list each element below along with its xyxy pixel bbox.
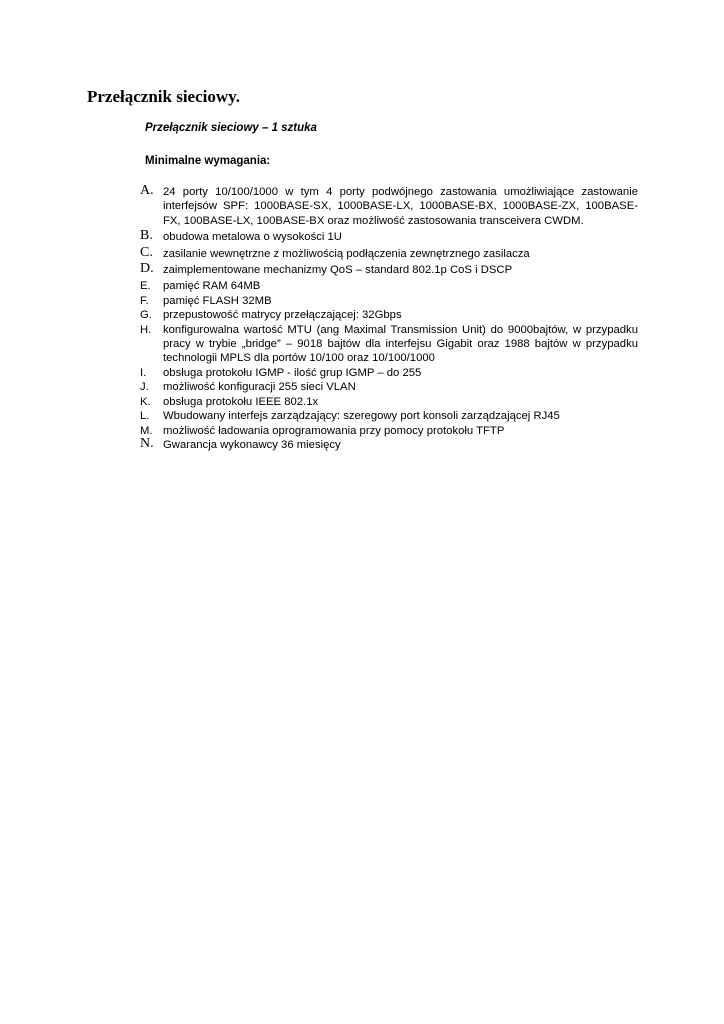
requirement-text: możliwość ładowania oprogramowania przy pomocy protokołu TFTP [163,424,505,437]
requirement-item [140,409,638,423]
requirement-marker: D. [140,261,154,277]
requirement-item [140,230,638,244]
requirement-item [140,279,638,293]
requirement-item [140,308,638,322]
requirement-marker: H. [140,323,152,336]
requirement-marker: L. [140,410,150,423]
requirement-text: obudowa metalowa o wysokości 1U [163,231,342,244]
requirement-text: obsługa protokołu IGMP - ilość grup IGMP – do 255 [163,366,422,379]
requirement-item [140,263,638,277]
requirement-marker: K. [140,395,151,408]
requirement-marker: G. [140,309,152,322]
requirement-marker: N. [140,435,154,451]
requirement-text: pamięć RAM 64MB [163,280,261,293]
requirement-marker: F. [140,294,149,307]
document-subtitle: Przełącznik sieciowy – 1 sztuka [145,122,317,134]
requirement-item [140,185,638,228]
requirements-list [140,185,638,452]
requirement-item [140,435,638,452]
requirement-item [140,395,638,409]
requirement-item [140,424,638,438]
requirement-marker: A. [140,183,154,198]
requirement-text: 24 porty 10/100/1000 w tym 4 porty podwójnego zastowania umożliwiające zastowanie interfejsów SPF: 1000BASE-SX, 1000BASE-LX, 1000BASE-BX, 1000BASE-ZX, 100BASE-FX, 100BASE-LX, 100BASE-BX oraz możliwość zastosowania transceivera CWDM. [163,186,638,227]
requirement-marker: I. [140,366,147,379]
document-title: Przełącznik sieciowy. [87,87,240,106]
requirement-marker: B. [140,228,153,244]
requirement-text: przepustowość matrycy przełączającej: 32Gbps [163,309,402,322]
requirement-item [140,294,638,308]
requirement-item [140,366,638,380]
requirement-text: obsługa protokołu IEEE 802.1x [163,395,319,408]
requirement-item [140,323,638,366]
requirement-text: zasilanie wewnętrzne z możliwością podłączenia zewnętrznego zasilacza [163,247,530,260]
requirement-text: konfigurowalna wartość MTU (ang Maximal Transmission Unit) do 9000bajtów, w przypadku pracy w trybie „bridge” – 9018 bajtów dla interfejsu Gigabit oraz 1988 bajtów w przypadku technologii MPLS dla portów 10/100 oraz 10/100/1000 [163,323,638,365]
requirement-marker: E. [140,280,151,293]
requirements-heading: Minimalne wymagania: [145,155,271,167]
requirement-text: Gwarancja wykonawcy 36 miesięcy [163,438,341,451]
requirement-text: zaimplementowane mechanizmy QoS – standard 802.1p CoS i DSCP [163,264,513,277]
requirement-marker: M. [140,424,153,437]
requirement-marker: J. [140,381,149,394]
requirement-marker: C. [140,244,153,260]
requirement-text: możliwość konfiguracji 255 sieci VLAN [163,381,356,394]
requirement-text: pamięć FLASH 32MB [163,294,272,307]
requirement-item [140,380,638,394]
requirement-text: Wbudowany interfejs zarządzający: szeregowy port konsoli zarządzającej RJ45 [163,410,560,423]
requirement-item [140,244,638,261]
